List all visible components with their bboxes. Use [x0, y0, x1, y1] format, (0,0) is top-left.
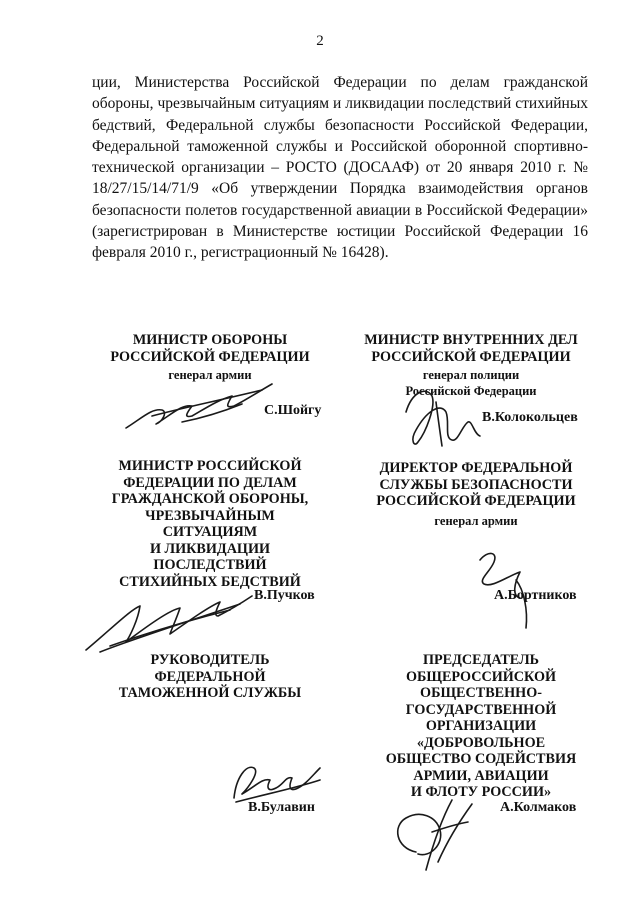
block-title-line: ТАМОЖЕННОЙ СЛУЖБЫ [118, 685, 302, 701]
block-title-line: ФЕДЕРАЦИИ ПО ДЕЛАМ [123, 474, 297, 491]
block-title-line: ОРГАНИЗАЦИИ [425, 718, 537, 734]
block-title-line: СИТУАЦИЯМ [162, 524, 258, 540]
signature-shoigu-icon [122, 378, 282, 438]
signature-block-emergency [92, 458, 328, 590]
signer-name: В.Колокольцев [482, 410, 578, 425]
signature-kolmakov-icon [386, 792, 486, 882]
block-title-line: ДИРЕКТОР ФЕДЕРАЛЬНОЙ [379, 460, 573, 476]
signer-name: В.Булавин [248, 800, 315, 815]
signer-name: С.Шойгу [264, 403, 322, 418]
block-title-line: МИНИСТР ВНУТРЕННИХ ДЕЛ [364, 332, 578, 348]
page-number: 2 [316, 33, 324, 49]
block-title-line: МИНИСТР РОССИЙСКОЙ [118, 458, 302, 474]
signer-name: А.Колмаков [500, 800, 577, 815]
block-rank: генерал армии [434, 513, 518, 528]
block-title-line: РУКОВОДИТЕЛЬ [150, 652, 270, 668]
block-title-line: ОБЩЕРОССИЙСКОЙ [405, 668, 557, 685]
signature-block-customs [92, 652, 328, 702]
body-text [92, 72, 588, 264]
signature-kolokoltsev-icon [396, 382, 486, 452]
signature-puchkov-icon [80, 580, 260, 660]
signature-block-defence [92, 332, 328, 383]
block-title-line: ГОСУДАРСТВЕННОЙ [405, 701, 557, 718]
block-title-line: И ЛИКВИДАЦИИ [149, 540, 271, 557]
block-title-line: И ФЛОТУ РОССИИ» [410, 784, 552, 800]
block-title-line: СЛУЖБЫ БЕЗОПАСНОСТИ [379, 476, 573, 493]
block-title-line: ПРЕДСЕДАТЕЛЬ [422, 652, 540, 668]
block-title-line: РОССИЙСКОЙ ФЕДЕРАЦИИ [371, 348, 571, 365]
signer-name: В.Пучков [254, 588, 315, 603]
block-title-line: АРМИИ, АВИАЦИИ [413, 767, 549, 784]
block-title-line: ФЕДЕРАЛЬНОЙ [154, 668, 266, 685]
block-title-line: РОССИЙСКОЙ ФЕДЕРАЦИИ [376, 493, 576, 509]
signature-block-fsb [356, 460, 596, 529]
body-paragraph: ции, Министерства Российской Федерации по делам гражданской обороны, чрезвычайным ситуациям и ликвидации последствий стихийных бедствий, Федеральной службы безопасности Российской Федерации, Федеральной таможенной службы и Российской оборонной спортивно-технической организации – РОСТО (ДОСААФ) от 20 января 2010 г. № 18/27/15/14/71/9 «Об утверждении Порядка взаимодействия органов безопасности полетов государственной авиации в Российской Федерации» (зарегистрирован в Министерстве юстиции Российской Федерации 16 февраля 2010 г., регистрационный № 16428). [92, 74, 588, 262]
block-title-line: ЧРЕЗВЫЧАЙНЫМ [145, 507, 275, 524]
block-title-line: ОБЩЕСТВО СОДЕЙСТВИЯ [385, 751, 577, 767]
block-title-line: РОССИЙСКОЙ ФЕДЕРАЦИИ [110, 348, 310, 365]
block-title-line: ОБЩЕСТВЕННО- [420, 685, 542, 701]
signature-bortnikov-icon [468, 540, 548, 630]
block-title-line: «ДОБРОВОЛЬНОЕ [416, 734, 546, 751]
block-rank: генерал армии [168, 368, 252, 382]
block-title-line: ГРАЖДАНСКОЙ ОБОРОНЫ, [111, 491, 309, 507]
block-rank: генерал полиции [422, 368, 520, 382]
block-title-line: МИНИСТР ОБОРОНЫ [132, 332, 288, 348]
signer-name: А.Бортников [494, 588, 577, 603]
block-title-line: ПОСЛЕДСТВИЙ [153, 557, 267, 573]
block-rank: Российской Федерации [405, 384, 537, 398]
block-title-line: СТИХИЙНЫХ БЕДСТВИЙ [119, 573, 301, 590]
signature-block-dosaaf [366, 652, 596, 801]
